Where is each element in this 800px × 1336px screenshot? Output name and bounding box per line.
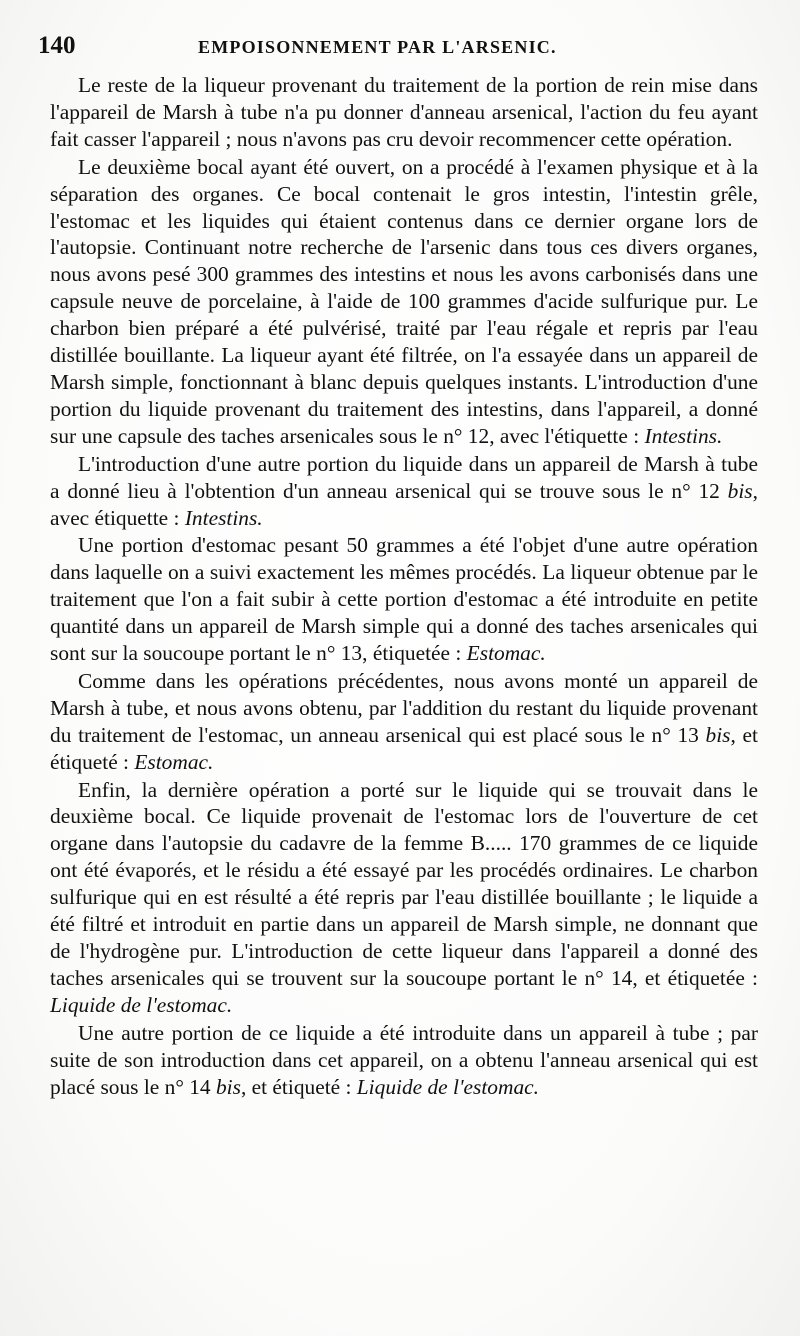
text-run: L'introduction d'une autre portion du liquide dans un appareil de Marsh à tube a donné lieu à l'obtention d'un anneau arsenical qui se trouve sous le n° 12 bbox=[50, 451, 758, 503]
text-run: , avec étiquette : bbox=[50, 478, 758, 530]
paragraph bbox=[50, 1020, 758, 1101]
paragraph bbox=[50, 451, 758, 532]
running-title: EMPOISONNEMENT PAR L'ARSENIC. bbox=[198, 37, 557, 57]
text-run: , et étiqueté : bbox=[50, 722, 758, 774]
paragraph bbox=[50, 72, 758, 153]
body-text bbox=[50, 72, 758, 1100]
page-number: 140 bbox=[38, 32, 76, 59]
text-run: Comme dans les opérations précédentes, nous avons monté un appareil de Marsh à tube, et nous avons obtenu, par l'addition du restant du liquide provenant du traitement de l'estomac, un anneau arsenical qui est placé sous le n° 13 bbox=[50, 668, 758, 747]
italic-text: Estomac. bbox=[134, 749, 214, 774]
italic-text: bis bbox=[727, 478, 753, 503]
italic-text: Intestins. bbox=[184, 505, 263, 530]
text-run: Une autre portion de ce liquide a été introduite dans un appareil à tube ; par suite de son introduction dans cet appareil, on a obtenu l'anneau arsenical qui est placé sous le n° 14 bbox=[50, 1020, 758, 1099]
paragraph bbox=[50, 154, 758, 450]
italic-text: bis bbox=[215, 1074, 241, 1099]
text-run: Une portion d'estomac pesant 50 grammes a été l'objet d'une autre opération dans laquelle on a suivi exactement les mêmes procédés. La liqueur obtenue par le traitement que l'on a fait subir à cette portion d'estomac a été introduite en petite quantité dans un appareil de Marsh simple qui a donné des taches arsenicales qui sont sur la soucoupe portant le n° 13, étiquetée : bbox=[50, 533, 758, 666]
paragraph bbox=[50, 777, 758, 1019]
page-header bbox=[38, 32, 758, 72]
italic-text: Estomac. bbox=[466, 641, 546, 666]
paragraph bbox=[50, 532, 758, 667]
italic-text: Liquide de l'estomac. bbox=[356, 1074, 539, 1099]
paragraph bbox=[50, 668, 758, 776]
text-run: , et étiqueté : bbox=[240, 1074, 357, 1099]
italic-text: Liquide de l'estomac. bbox=[50, 992, 233, 1017]
text-run: Le reste de la liqueur provenant du traitement de la portion de rein mise dans l'appareil de Marsh à tube n'a pu donner d'anneau arsenical, l'action du feu ayant fait casser l'appareil ; nous n'avons pas cru devoir recommencer cette opération. bbox=[50, 73, 758, 151]
text-run: Le deuxième bocal ayant été ouvert, on a procédé à l'examen physique et à la séparation des organes. Ce bocal contenait le gros intestin, l'intestin grêle, l'estomac et les liquides qui étaient contenus dans ce dernier organe lors de l'autopsie. Continuant notre recherche de l'arsenic dans tous ces divers organes, nous avons pesé 300 grammes des intestins et nous les avons carbonisés dans une capsule neuve de porcelaine, à l'aide de 100 grammes d'acide sulfurique pur. Le charbon bien préparé a été pulvérisé, traité par l'eau régale et repris par l'eau distillée bouillante. La liqueur ayant été filtrée, on l'a essayée dans un appareil de Marsh simple, fonctionnant à blanc depuis quelques instants. L'introduction d'une portion du liquide provenant du traitement des intestins, dans l'appareil, a donné sur une capsule des taches arsenicales sous le n° 12, avec l'étiquette : bbox=[50, 154, 758, 448]
italic-text: bis bbox=[705, 722, 731, 747]
text-run: Enfin, la dernière opération a porté sur le liquide qui se trouvait dans le deuxième bocal. Ce liquide provenait de l'estomac lors de l'ouverture de cet organe dans l'autopsie du cadavre de la femme B..... 170 grammes de ce liquide ont été évaporés, et le résidu a été essayé par les procédés ordinaires. Le charbon sulfurique qui en est résulté a été repris par l'eau distillée bouillante ; le liquide a été filtré et introduit en partie dans un appareil de Marsh simple, ne donnant que de l'hydrogène pur. L'introduction de cette liqueur dans l'appareil a donné des taches arsenicales qui se trouvent sur la soucoupe portant le n° 14, et étiquetée : bbox=[50, 777, 758, 990]
italic-text: Intestins. bbox=[644, 423, 723, 448]
